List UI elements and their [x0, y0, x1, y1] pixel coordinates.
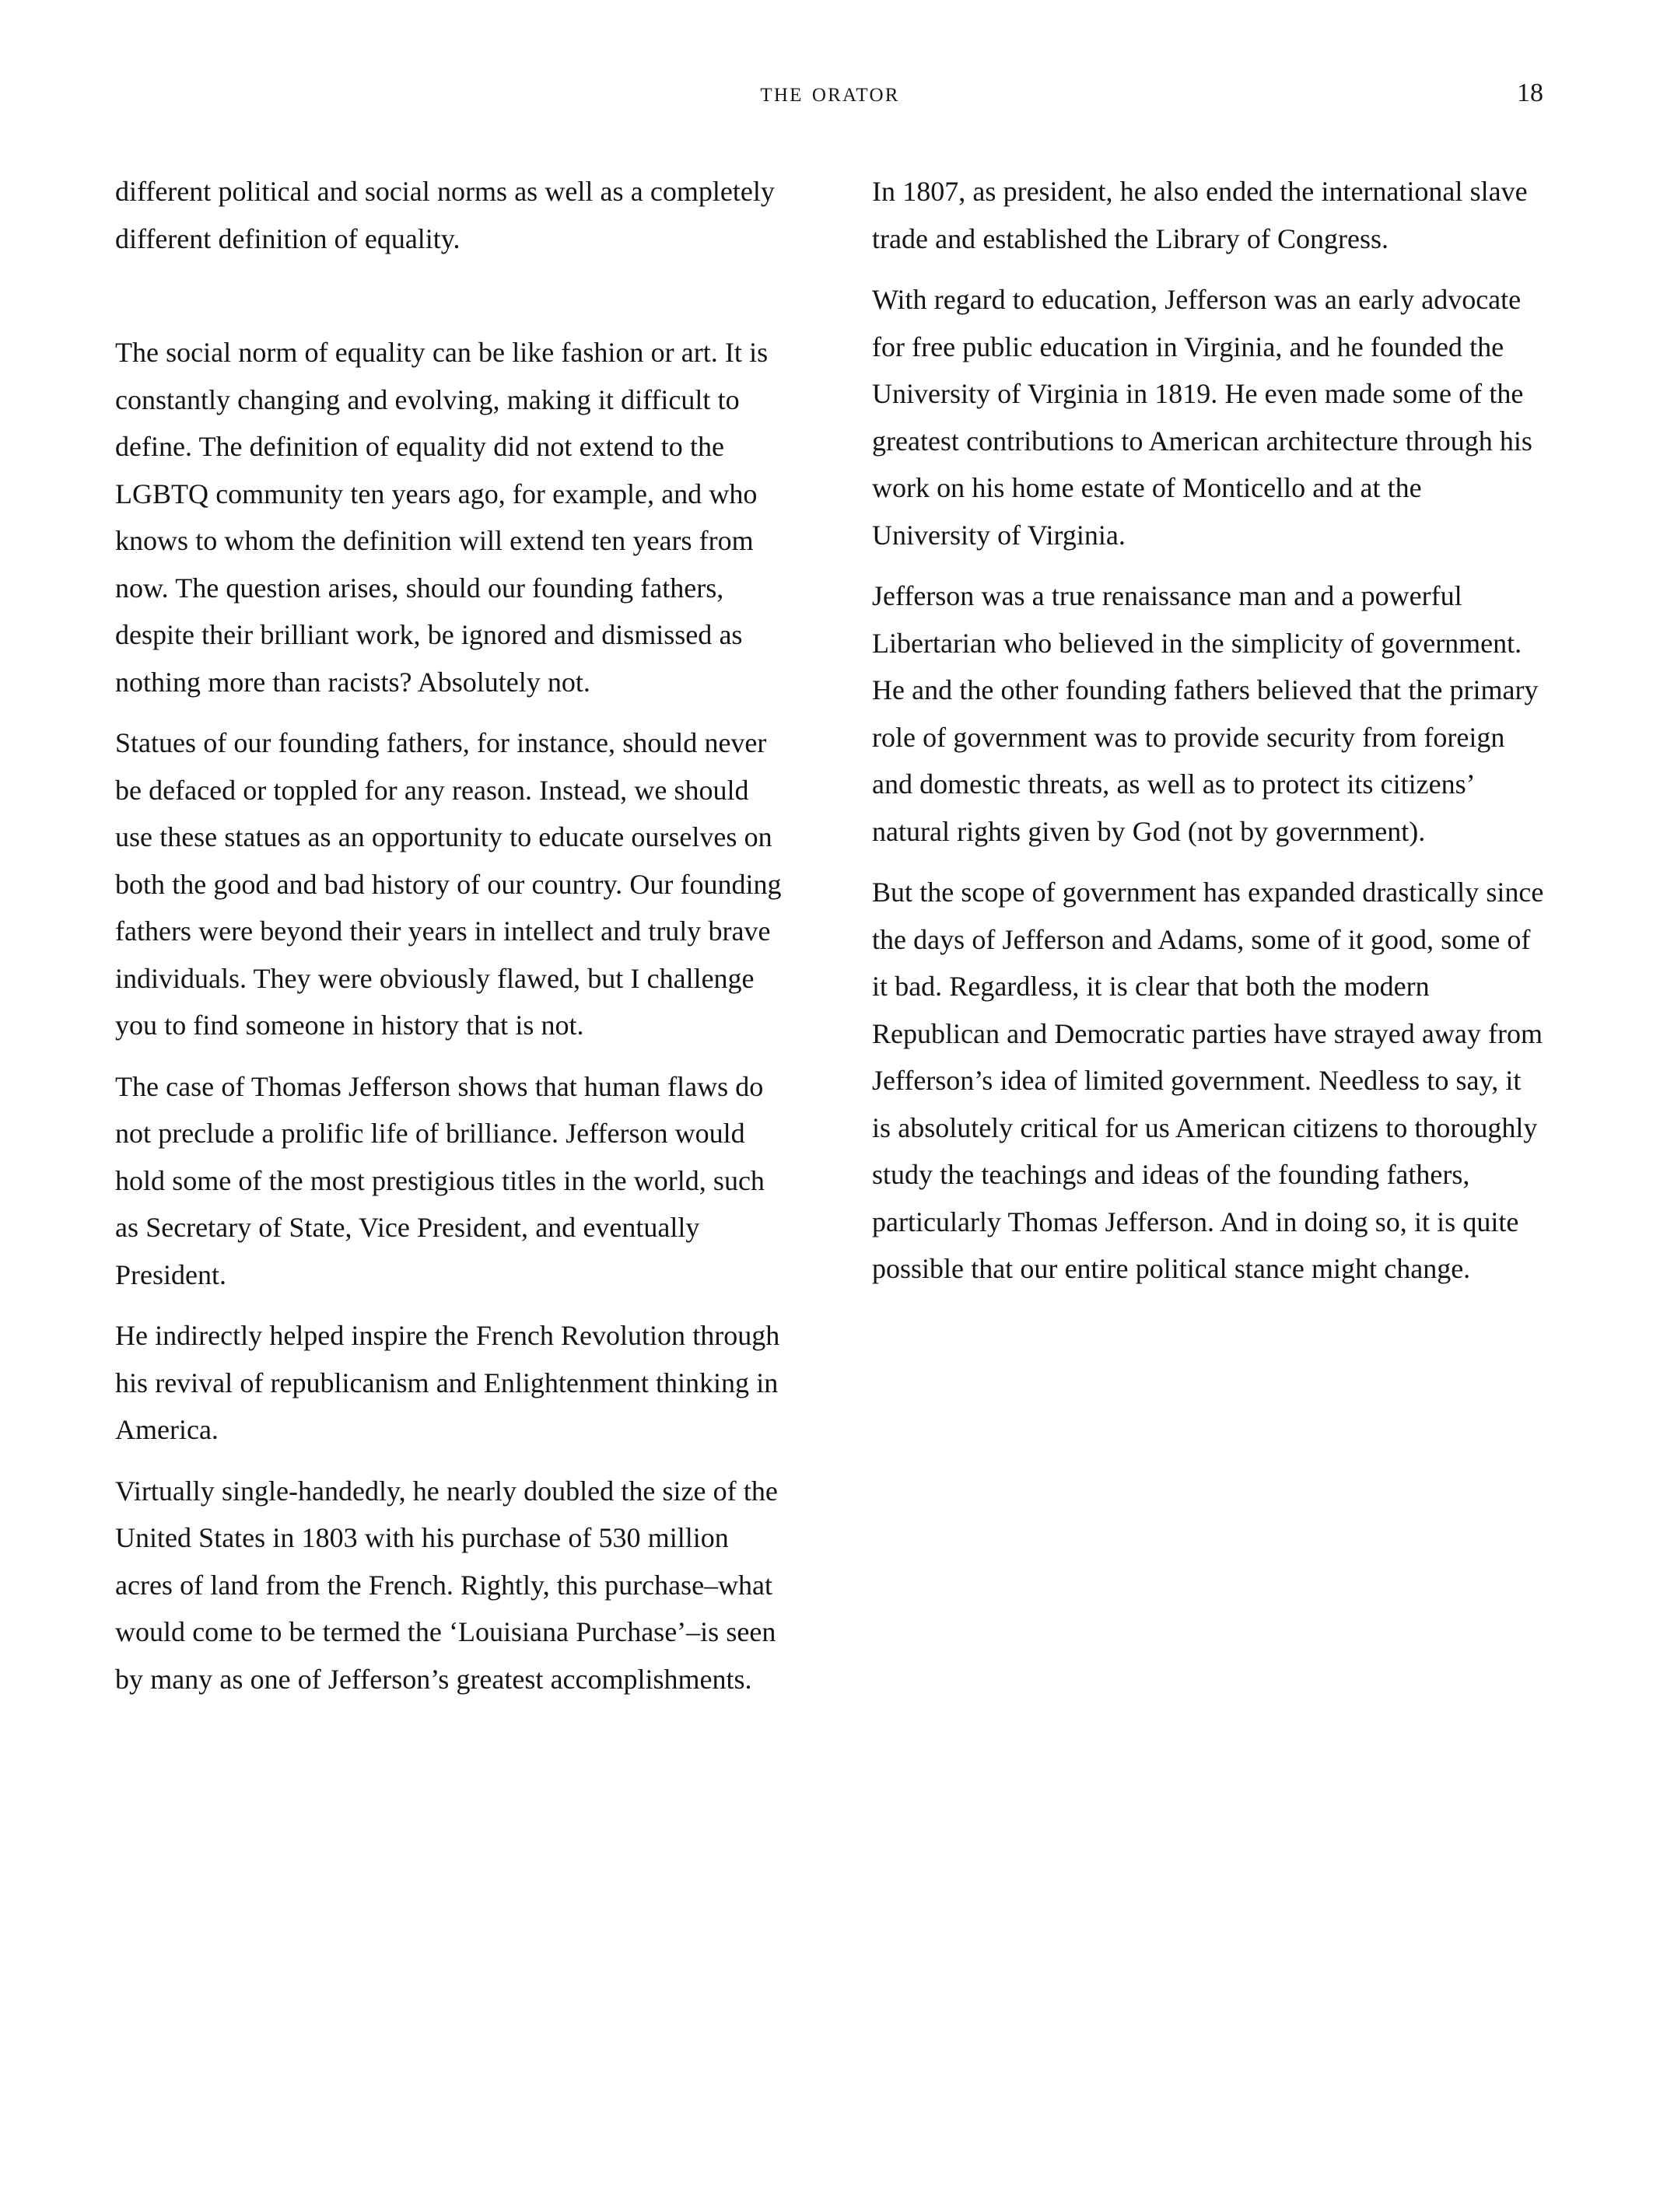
left-column: [115, 168, 788, 1703]
paragraph: But the scope of government has expanded drastically since the days of Jefferson and Adams, some of it good, some of it bad. Regardless, it is clear that both the modern Republican and Democratic parties have strayed away from Jefferson’s idea of limited government. Needless to say, it is absolutely critical for us American citizens to thoroughly study the teachings and ideas of the founding fathers, particularly Thomas Jefferson. And in doing so, it is quite possible that our entire political stance might change.: [872, 877, 1544, 1284]
body-columns: [115, 168, 1545, 2112]
paragraph: Jefferson was a true renaissance man and a powerful Libertarian who believed in the simplicity of government. He and the other founding fathers believed that the primary role of government was to provide security from foreign and domestic threats, as well as to protect its citizens’ natural rights given by God (not by government).: [872, 580, 1539, 847]
paragraph: Virtually single-handedly, he nearly doubled the size of the United States in 1803 with his purchase of 530 million acres of land from the French. Rightly, this purchase–what would come to be termed the ‘Louisiana Purchase’–is seen by many as one of Jefferson’s greatest accomplishments.: [115, 1475, 778, 1695]
running-head: [117, 75, 1543, 121]
paragraph: The case of Thomas Jefferson shows that human flaws do not preclude a prolific life of brilliance. Jefferson would hold some of the most prestigious titles in the world, such as Secretary of State, Vice President, and eventually President.: [115, 1070, 765, 1290]
running-head-title: the orator: [760, 76, 900, 107]
right-column: [872, 168, 1545, 1293]
paragraph: In 1807, as president, he also ended the international slave trade and established the Library of Congress.: [872, 176, 1528, 254]
paragraph: The social norm of equality can be like fashion or art. It is constantly changing and evolving, making it difficult to define. The definition of equality did not extend to the LGBTQ community ten years ago, for example, and who knows to whom the definition will extend ten years from now. The question arises, should our founding fathers, despite their brilliant work, be ignored and dismissed as nothing more than racists? Absolutely not.: [115, 337, 769, 698]
paragraph: He indirectly helped inspire the French Revolution through his revival of republicanism and Enlightenment thinking in America.: [115, 1320, 780, 1445]
page-number: 18: [1517, 79, 1543, 107]
paragraph: With regard to education, Jefferson was an early advocate for free public education in Virginia, and he founded the University of Virginia in 1819. He even made some of the greatest contributions to American architecture through his work on his home estate of Monticello and at the University of Virginia.: [872, 284, 1532, 551]
paragraph: Statues of our founding fathers, for instance, should never be defaced or toppled for any reason. Instead, we should use these statues as an opportunity to educate ourselves on both the good and bad history of our country. Our founding fathers were beyond their years in intellect and truly brave individuals. They were obviously flawed, but I challenge you to find someone in history that is not.: [115, 727, 782, 1041]
paragraph: different political and social norms as well as a completely different definition of equality.: [115, 176, 775, 254]
